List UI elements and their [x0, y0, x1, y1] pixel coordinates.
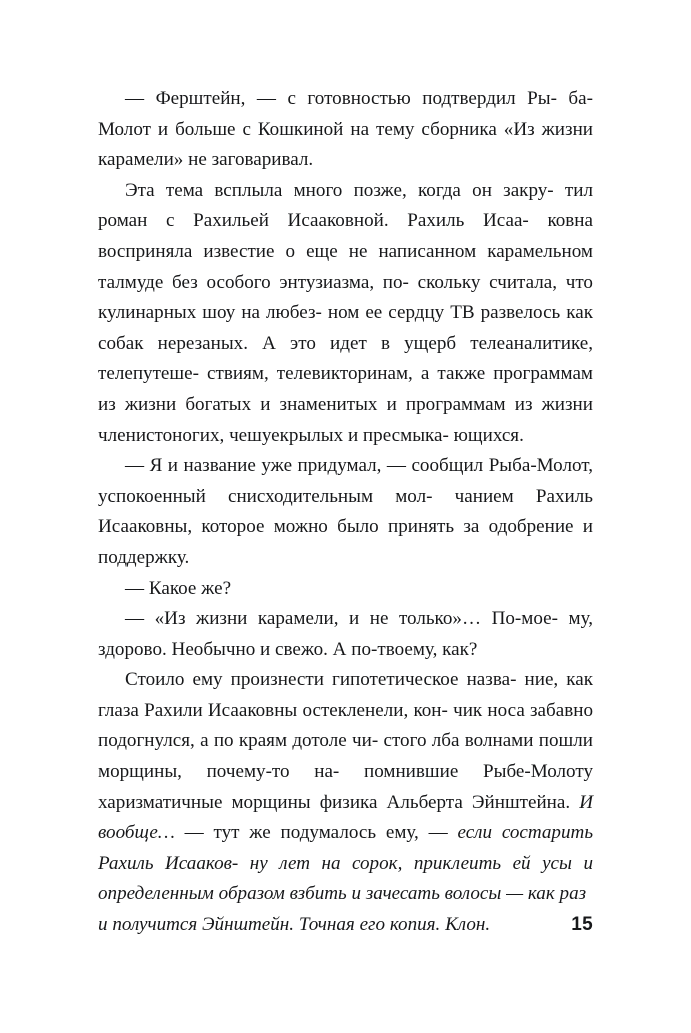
- text-line: принять за одобрение и поддержку.: [98, 516, 594, 568]
- paragraph: [98, 176, 593, 451]
- text-line: ствиям, телевикторинам, а также программам из: [98, 363, 594, 415]
- page-body-text: [98, 84, 593, 941]
- text-line: ном ее сердцу ТВ развелось как собак нерезаных.: [98, 302, 593, 354]
- text-line: ющихся.: [453, 424, 524, 446]
- text-line: Эта тема всплыла много позже, когда он закру-: [125, 179, 554, 201]
- text-line: жизни богатых и знаменитых и программам из: [124, 393, 533, 415]
- text-line: Рыба-Молот, успокоенный снисходительным мол-: [98, 455, 593, 507]
- text-line: ба-Молот и больше с Кошкиной на тему сборника: [98, 88, 593, 140]
- text-line: чик носа забавно подогнулся, а по краям дотоле чи-: [98, 699, 593, 752]
- text-line-italic: ну лет на сорок, приклеить ей усы и определенным: [98, 852, 593, 905]
- text-line-italic: и получится Эйнштейн. Точная его копия. Клон.: [98, 914, 491, 936]
- text-line: жизни членистоногих, чешуекрылых и пресмыка-: [98, 393, 593, 446]
- text-line: ние, как глаза Рахили Исааковны остекленели, кон-: [98, 669, 594, 721]
- paragraph: [98, 604, 593, 665]
- paragraph: [98, 665, 593, 910]
- paragraph: [98, 451, 593, 573]
- text-line: скольку считала, что кулинарных шоу на любез-: [98, 271, 593, 324]
- text-line: Стоило ему произнести гипотетическое назва-: [125, 669, 517, 691]
- text-line: — тут же: [184, 822, 271, 844]
- text-line-italic: И вообще…: [98, 791, 593, 844]
- paragraph: [98, 574, 593, 605]
- text-line: — «Из жизни карамели, и не только»… По-мое-: [125, 608, 558, 630]
- text-line: — Какое же?: [125, 577, 232, 599]
- text-line: — Я и название уже придумал, — сообщил: [125, 455, 484, 477]
- text-line-italic: образом взбить и зачесать волосы — как раз: [218, 883, 587, 905]
- text-line-italic: если состарить Рахиль Исааков-: [98, 822, 594, 874]
- page-number: 15: [571, 914, 593, 936]
- text-line: «Из жизни карамели» не заговаривал.: [98, 118, 594, 171]
- text-line: тил роман с Рахильей Исааковной. Рахиль Исаа-: [98, 179, 593, 232]
- text-line: помнившие Рыбе-Молоту харизматичные морщины: [98, 761, 593, 813]
- text-line: физика Альберта Эйнштейна.: [319, 791, 580, 813]
- text-line: чанием Рахиль Исааковны, которое можно было: [98, 485, 593, 538]
- text-line: ковна восприняла известие о еще не написанном: [98, 210, 593, 262]
- text-line: карамельном талмуде без особого энтузиазма, по-: [98, 240, 593, 293]
- final-line-row: [98, 910, 593, 941]
- paragraph: [98, 84, 593, 176]
- text-line: — Ферштейн, — с готовностью подтвердил Ры-: [125, 88, 557, 109]
- text-line: А это идет в ущерб телеаналитике, телепутеше-: [98, 332, 593, 385]
- text-line: подумалось ему, —: [280, 822, 458, 844]
- text-line: стого лба волнами пошли морщины, почему-то на-: [98, 730, 593, 783]
- text-line: му, здорово. Необычно и свежо. А по-твоему, как?: [98, 608, 593, 660]
